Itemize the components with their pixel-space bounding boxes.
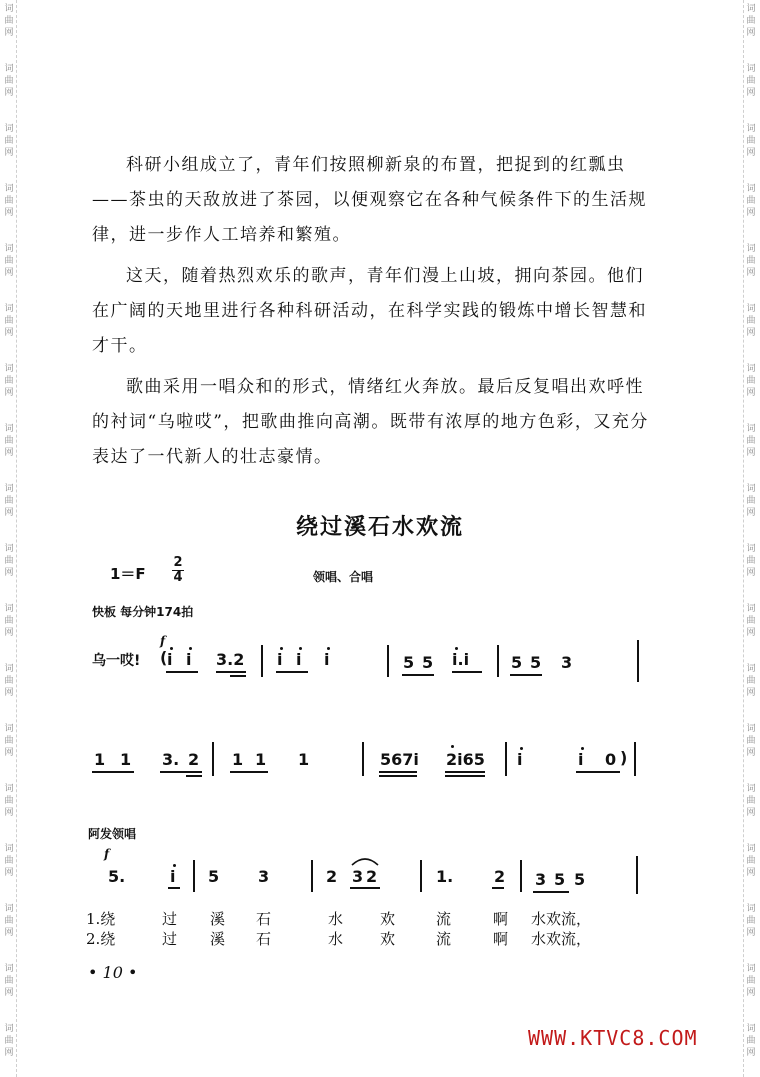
margin-watermark-char: 词 [4,664,14,674]
beam [576,771,620,773]
margin-watermark-char: 网 [746,88,756,98]
margin-watermark-char: 网 [4,868,14,878]
time-bottom: 4 [173,570,183,585]
note: 5 [511,653,523,672]
score-paren-close: ) [620,748,628,767]
note: 3.2 [216,650,245,669]
beam [230,771,268,773]
margin-watermark-char: 曲 [4,976,14,986]
beam [445,775,485,777]
margin-watermark-char: 网 [4,448,14,458]
octave-dot [327,647,330,650]
dynamic-mark-1: f [160,634,166,648]
margin-watermark-char: 网 [4,688,14,698]
margin-watermark-char: 网 [4,568,14,578]
margin-watermark-char: 词 [746,364,756,374]
note: i [517,750,523,769]
margin-watermark-char: 词 [746,604,756,614]
note: 5 [530,653,542,672]
margin-watermark-char: 词 [4,1024,14,1034]
octave-dot [581,747,584,750]
margin-watermark-char: 网 [746,748,756,758]
intro-word: 乌一哎! [92,653,141,669]
margin-watermark-char: 网 [746,28,756,38]
margin-watermark-char: 网 [746,628,756,638]
note: 5 [403,653,415,672]
margin-watermark-char: 曲 [4,196,14,206]
note: 1 [120,750,132,769]
margin-watermark-char: 网 [746,268,756,278]
beam [402,674,434,676]
beam [186,775,202,777]
margin-watermark-char: 词 [4,904,14,914]
margin-watermark-char: 曲 [4,1036,14,1046]
margin-watermark-char: 网 [4,628,14,638]
margin-watermark-char: 曲 [746,196,756,206]
note: 3. [162,750,180,769]
note: 2i65 [446,750,485,769]
margin-watermark-char: 词 [746,844,756,854]
note: 5 [554,870,566,889]
note: i [578,750,584,769]
note: i [277,650,283,669]
bar-line [261,645,263,677]
dynamic-mark-2: f [104,847,110,861]
margin-watermark-char: 词 [746,304,756,314]
margin-watermark-char: 词 [4,484,14,494]
margin-watermark-char: 词 [4,64,14,74]
margin-watermark-char: 网 [4,508,14,518]
note: 5 [208,867,220,886]
margin-watermark-char: 曲 [746,376,756,386]
margin-watermark-char: 词 [4,244,14,254]
margin-watermark-char: 网 [4,988,14,998]
margin-watermark-char: 曲 [4,916,14,926]
margin-watermark-char: 曲 [4,136,14,146]
lyric-syllable: 欢 [380,930,396,948]
note: 1 [232,750,244,769]
margin-watermark-char: 曲 [4,376,14,386]
margin-watermark-char: 曲 [4,736,14,746]
note: 1 [255,750,267,769]
margin-watermark-char: 曲 [746,1036,756,1046]
lyric-syllable: 水欢流， [531,930,592,948]
note: 5 [574,870,586,889]
note: 3 [535,870,547,889]
margin-watermark-char: 曲 [746,436,756,446]
margin-watermark-char: 词 [746,424,756,434]
beam [452,671,482,673]
bar-line [497,645,499,677]
note: i.i [452,650,470,669]
margin-watermark-char: 网 [4,928,14,938]
note: 1 [94,750,106,769]
note: 1 [298,750,310,769]
lyric-syllable: 石 [256,930,272,948]
margin-watermark-char: 网 [4,28,14,38]
margin-watermark-char: 曲 [746,496,756,506]
margin-watermark-char: 曲 [746,976,756,986]
margin-watermark-char: 词 [4,304,14,314]
beam [510,674,542,676]
bar-line [636,856,638,894]
lyric-syllable: 欢 [380,910,396,928]
note: 2 [494,867,506,886]
bar-line [212,742,214,776]
margin-watermark-char: 网 [746,148,756,158]
margin-watermark-char: 词 [746,664,756,674]
margin-watermark-char: 曲 [4,436,14,446]
note: i [186,650,192,669]
margin-watermark-char: 词 [4,184,14,194]
margin-watermark-char: 曲 [4,76,14,86]
margin-watermark-char: 网 [4,808,14,818]
margin-watermark-char: 词 [746,244,756,254]
margin-watermark-char: 网 [4,328,14,338]
octave-dot [189,647,192,650]
tempo-marking: 快板 每分钟174拍 [92,605,194,619]
bar-line [634,742,636,776]
paragraph-3: 歌曲采用一唱众和的形式，情绪红火奔放。最后反复唱出欢呼性的衬词“乌啦哎”，把歌曲推向高潮。既带有浓厚的地方色彩，又充分表达了一代新人的壮志豪情。 [92,377,649,467]
margin-watermark-char: 词 [746,4,756,14]
note: i [170,867,176,886]
bar-line [311,860,313,892]
beam [92,771,134,773]
bar-line [637,640,639,682]
note: 3 [352,867,364,886]
margin-watermark-char: 词 [746,544,756,554]
margin-watermark-char: 词 [746,124,756,134]
margin-watermark-char: 词 [4,424,14,434]
beam [379,775,417,777]
margin-watermark-char: 曲 [4,496,14,506]
margin-watermark-char: 曲 [746,16,756,26]
margin-watermark-char: 网 [746,208,756,218]
bar-line [520,860,522,892]
margin-watermark-char: 词 [4,604,14,614]
octave-dot [170,647,173,650]
lyric-syllable: 2.绕 [86,930,116,948]
time-signature [172,556,184,585]
paragraph-2: 这天，随着热烈欢乐的歌声，青年们漫上山坡，拥向茶园。他们在广阔的天地里进行各种科研活动，在科学实践的锻炼中增长智慧和才干。 [92,266,647,356]
margin-watermark-char: 网 [746,988,756,998]
margin-watermark-char: 词 [746,184,756,194]
margin-watermark-char: 网 [746,568,756,578]
note: 5. [108,867,126,886]
note: 1. [436,867,454,886]
octave-dot [520,747,523,750]
key-signature: 1＝F [110,565,146,583]
solo-label: 阿发领唱 [88,827,137,841]
lyric-syllable: 水 [328,910,344,928]
margin-watermark-char: 网 [746,328,756,338]
margin-watermark-char: 曲 [746,676,756,686]
margin-watermark-char: 曲 [4,556,14,566]
margin-watermark-char: 网 [746,1048,756,1058]
margin-watermark-char: 曲 [4,256,14,266]
margin-watermark-char: 网 [746,508,756,518]
beam [492,887,504,889]
beam [379,771,417,773]
paragraph-1: 科研小组成立了，青年们按照柳新泉的布置，把捉到的红瓢虫——茶虫的天敌放进了茶园，以便观察它在各种气候条件下的生活规律，进一步作人工培养和繁殖。 [92,155,647,245]
margin-watermark-char: 网 [746,448,756,458]
margin-watermark-char: 曲 [746,76,756,86]
margin-watermark-char: 词 [4,124,14,134]
note: 2 [188,750,200,769]
note: 2 [366,867,378,886]
margin-watermark-char: 词 [4,784,14,794]
beam [160,771,202,773]
margin-watermark-char: 词 [4,964,14,974]
note: 5 [422,653,434,672]
lyric-syllable: 溪 [210,910,226,928]
margin-watermark-char: 词 [4,544,14,554]
margin-watermark-char: 曲 [746,136,756,146]
bar-line [387,645,389,677]
octave-dot [280,647,283,650]
lyric-syllable: 过 [162,910,178,928]
note: 2 [326,867,338,886]
bar-line [193,860,195,892]
margin-watermark-char: 词 [746,784,756,794]
bar-line [420,860,422,892]
margin-watermark-char: 词 [4,364,14,374]
beam [168,887,180,889]
margin-watermark-char: 词 [4,4,14,14]
bar-line [362,742,364,776]
margin-watermark-char: 曲 [4,16,14,26]
margin-watermark-char: 网 [4,268,14,278]
slur-mark [350,856,380,866]
margin-watermark-char: 网 [746,688,756,698]
beam [533,891,569,893]
note: 0 [605,750,617,769]
lyric-syllable: 溪 [210,930,226,948]
margin-watermark-char: 曲 [746,736,756,746]
beam [350,887,380,889]
margin-watermark-char: 词 [746,484,756,494]
margin-watermark-char: 网 [4,148,14,158]
margin-watermark-char: 网 [4,88,14,98]
margin-watermark-char: 曲 [746,856,756,866]
lyric-syllable: 过 [162,930,178,948]
margin-watermark-char: 词 [4,724,14,734]
note: 3 [561,653,573,672]
margin-watermark-char: 曲 [4,856,14,866]
margin-watermark-char: 网 [746,388,756,398]
margin-watermark-char: 曲 [4,616,14,626]
time-top: 2 [173,555,183,570]
octave-dot [455,647,458,650]
margin-watermark-char: 曲 [4,676,14,686]
intro-prose [92,148,652,481]
note: 3 [258,867,270,886]
margin-watermark-char: 网 [4,388,14,398]
bar-line [505,742,507,776]
lyric-syllable: 啊 [493,930,509,948]
octave-dot [173,864,176,867]
margin-watermark-char: 网 [4,208,14,218]
margin-watermark-char: 曲 [746,316,756,326]
margin-watermark-char: 词 [746,64,756,74]
margin-watermark-char: 词 [746,1024,756,1034]
song-title: 绕过溪石水欢流 [295,515,464,540]
lyric-syllable: 水 [328,930,344,948]
beam [445,771,485,773]
note: 567i [380,750,419,769]
margin-watermark-char: 词 [746,724,756,734]
lyric-syllable: 水欢流， [531,910,592,928]
lyric-syllable: 啊 [493,910,509,928]
margin-watermark-char: 曲 [746,556,756,566]
octave-dot [299,647,302,650]
margin-watermark-char: 曲 [746,796,756,806]
margin-watermark-char: 词 [4,844,14,854]
lyric-syllable: 流 [436,930,452,948]
lyric-syllable: 石 [256,910,272,928]
site-watermark[interactable]: WWW.KTVC8.COM [528,1026,698,1050]
score-paren: ( [160,648,168,667]
note: i [324,650,330,669]
margin-watermark-char: 曲 [746,256,756,266]
lyric-syllable: 1.绕 [86,910,116,928]
margin-watermark-char: 词 [746,964,756,974]
performance-mode: 领唱、合唱 [313,570,374,584]
lyric-syllable: 流 [436,910,452,928]
margin-watermark-char: 网 [4,1048,14,1058]
margin-watermark-char: 曲 [4,796,14,806]
margin-watermark-char: 网 [746,928,756,938]
margin-watermark-char: 网 [746,808,756,818]
octave-dot [451,745,454,748]
page-number: • 10 • [88,963,138,982]
margin-watermark-char: 网 [746,868,756,878]
margin-watermark-char: 曲 [746,616,756,626]
note: i [296,650,302,669]
margin-watermark-char: 曲 [746,916,756,926]
beam [216,671,246,673]
note: i [167,650,173,669]
margin-watermark-char: 曲 [4,316,14,326]
margin-watermark-char: 词 [746,904,756,914]
margin-watermark-char: 网 [4,748,14,758]
beam [230,675,246,677]
beam [166,671,198,673]
beam [276,671,308,673]
